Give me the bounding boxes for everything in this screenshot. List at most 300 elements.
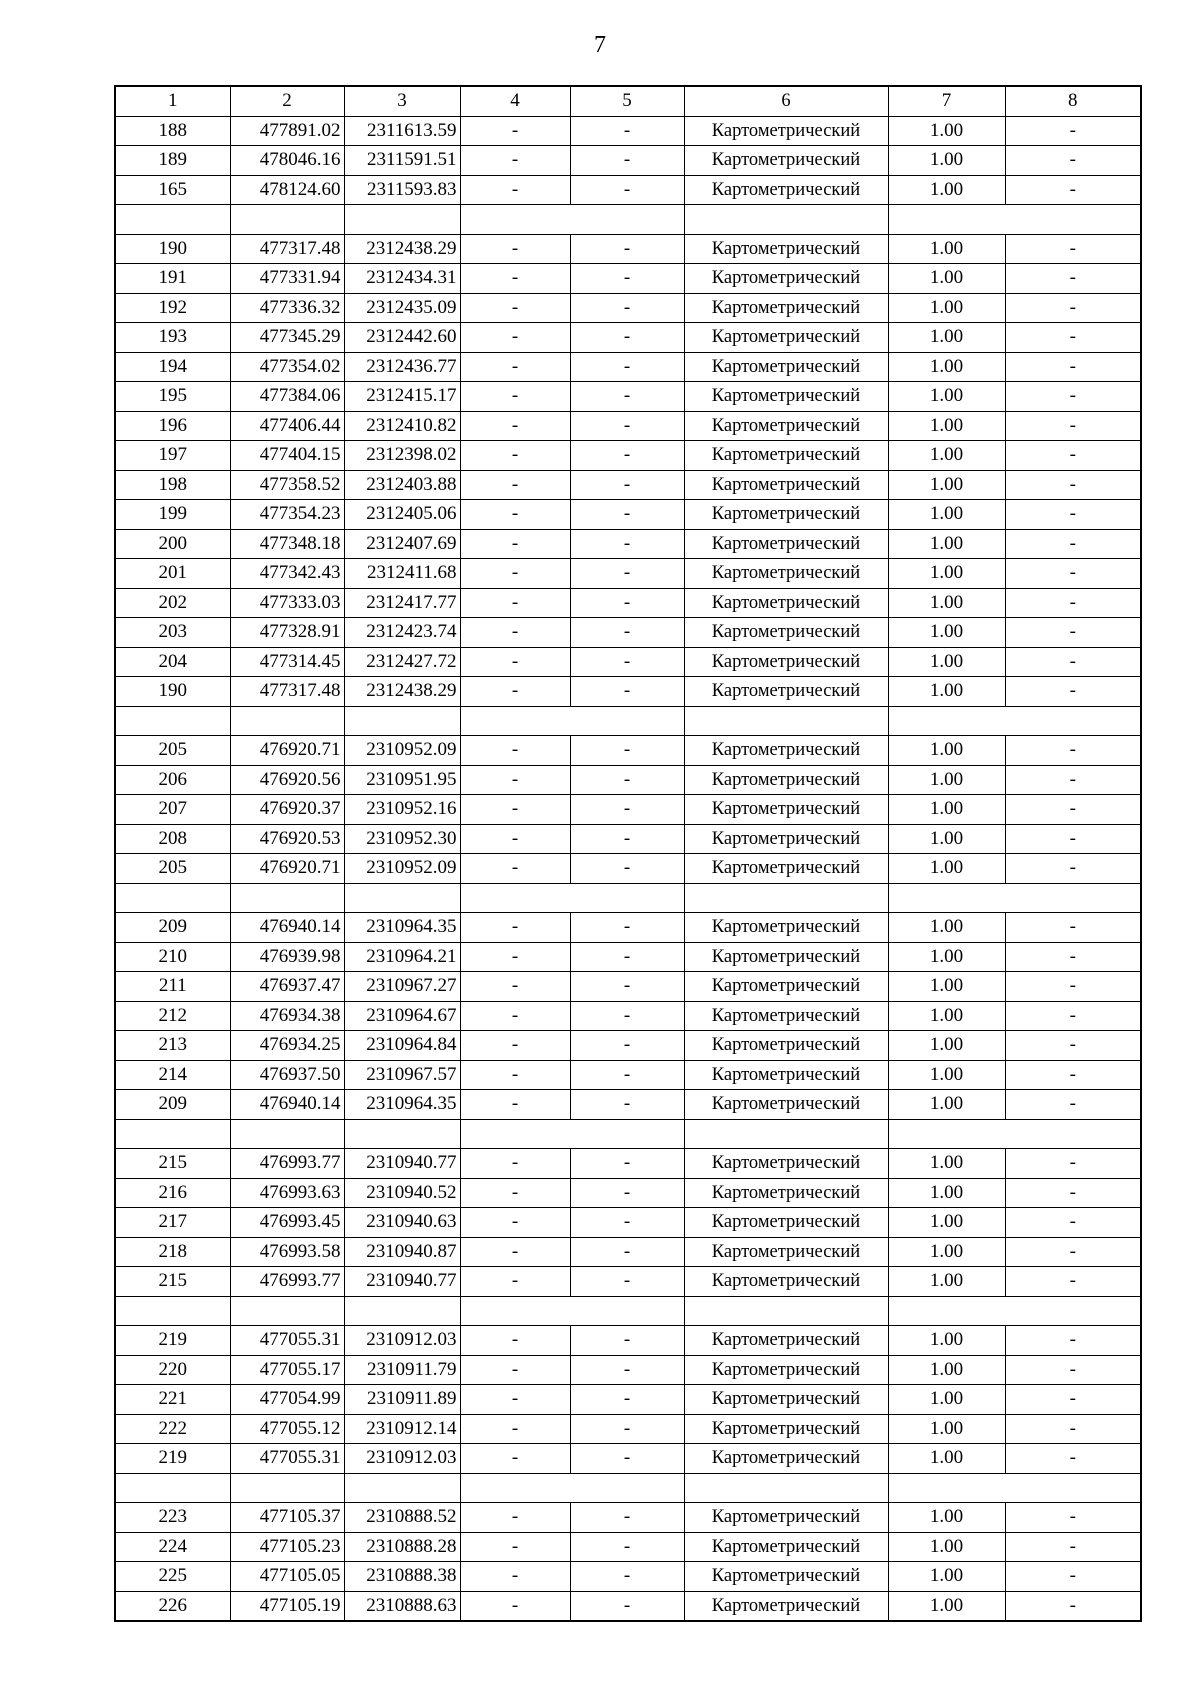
cell-col-8: -: [1005, 677, 1141, 707]
cell-y-coordinate: 2311613.59: [344, 116, 460, 146]
cell-y-coordinate: 2312405.06: [344, 500, 460, 530]
cell-col-5: -: [570, 1326, 684, 1356]
separator-row: [115, 883, 1141, 913]
separator-cell: [115, 883, 230, 913]
cell-point-number: 199: [115, 500, 230, 530]
cell-accuracy: 1.00: [888, 1237, 1005, 1267]
cell-col-8: -: [1005, 1385, 1141, 1415]
cell-x-coordinate: 477404.15: [230, 441, 344, 471]
cell-x-coordinate: 476920.56: [230, 765, 344, 795]
cell-point-number: 195: [115, 382, 230, 412]
cell-y-coordinate: 2310888.63: [344, 1591, 460, 1621]
table-row: [115, 1444, 1141, 1474]
cell-x-coordinate: 476939.98: [230, 942, 344, 972]
page-number: 7: [594, 32, 606, 58]
cell-col-5: -: [570, 234, 684, 264]
cell-col-5: -: [570, 1503, 684, 1533]
table-row: [115, 972, 1141, 1002]
cell-y-coordinate: 2310912.03: [344, 1444, 460, 1474]
cell-col-5: -: [570, 1267, 684, 1297]
separator-cell: [115, 1296, 230, 1326]
cell-method: Картометрический: [684, 559, 888, 589]
table-row: [115, 146, 1141, 176]
cell-point-number: 210: [115, 942, 230, 972]
cell-col-5: -: [570, 441, 684, 471]
cell-col-5: -: [570, 1090, 684, 1120]
cell-point-number: 197: [115, 441, 230, 471]
cell-y-coordinate: 2310964.21: [344, 942, 460, 972]
cell-col-4: -: [460, 854, 570, 884]
cell-col-4: -: [460, 736, 570, 766]
cell-y-coordinate: 2310911.89: [344, 1385, 460, 1415]
cell-point-number: 188: [115, 116, 230, 146]
cell-y-coordinate: 2312438.29: [344, 234, 460, 264]
cell-y-coordinate: 2310888.52: [344, 1503, 460, 1533]
separator-cell: [344, 1296, 460, 1326]
cell-point-number: 208: [115, 824, 230, 854]
cell-y-coordinate: 2310952.16: [344, 795, 460, 825]
table-row: [115, 647, 1141, 677]
cell-col-4: -: [460, 1267, 570, 1297]
cell-point-number: 211: [115, 972, 230, 1002]
separator-cell: [115, 706, 230, 736]
table-row: [115, 411, 1141, 441]
cell-col-5: -: [570, 1031, 684, 1061]
cell-col-4: -: [460, 146, 570, 176]
cell-x-coordinate: 477105.37: [230, 1503, 344, 1533]
cell-method: Картометрический: [684, 1031, 888, 1061]
cell-y-coordinate: 2312427.72: [344, 647, 460, 677]
cell-col-8: -: [1005, 470, 1141, 500]
cell-col-4: -: [460, 1060, 570, 1090]
cell-col-8: -: [1005, 175, 1141, 205]
cell-col-8: -: [1005, 264, 1141, 294]
table-row: [115, 1178, 1141, 1208]
cell-x-coordinate: 477348.18: [230, 529, 344, 559]
cell-method: Картометрический: [684, 529, 888, 559]
cell-col-5: -: [570, 146, 684, 176]
cell-x-coordinate: 477317.48: [230, 234, 344, 264]
cell-accuracy: 1.00: [888, 1562, 1005, 1592]
cell-col-8: -: [1005, 972, 1141, 1002]
table-row: [115, 323, 1141, 353]
table-row: [115, 1562, 1141, 1592]
cell-col-4: -: [460, 677, 570, 707]
cell-point-number: 216: [115, 1178, 230, 1208]
separator-cell: [230, 1119, 344, 1149]
table-body: [115, 86, 1141, 1621]
table-row: [115, 677, 1141, 707]
table-row: [115, 234, 1141, 264]
cell-col-4: -: [460, 618, 570, 648]
table-row: [115, 1149, 1141, 1179]
cell-accuracy: 1.00: [888, 470, 1005, 500]
table-row: [115, 1591, 1141, 1621]
cell-col-5: -: [570, 470, 684, 500]
separator-cell: [460, 1473, 684, 1503]
cell-method: Картометрический: [684, 736, 888, 766]
separator-row: [115, 1473, 1141, 1503]
cell-col-8: -: [1005, 382, 1141, 412]
cell-x-coordinate: 477105.05: [230, 1562, 344, 1592]
cell-method: Картометрический: [684, 175, 888, 205]
cell-point-number: 215: [115, 1149, 230, 1179]
cell-col-4: -: [460, 1001, 570, 1031]
table-row: [115, 588, 1141, 618]
cell-x-coordinate: 477406.44: [230, 411, 344, 441]
cell-accuracy: 1.00: [888, 411, 1005, 441]
cell-method: Картометрический: [684, 352, 888, 382]
separator-cell: [230, 706, 344, 736]
cell-col-8: -: [1005, 116, 1141, 146]
cell-x-coordinate: 476940.14: [230, 913, 344, 943]
cell-col-4: -: [460, 1090, 570, 1120]
cell-x-coordinate: 476993.77: [230, 1267, 344, 1297]
table-row: [115, 470, 1141, 500]
cell-accuracy: 1.00: [888, 1060, 1005, 1090]
cell-accuracy: 1.00: [888, 972, 1005, 1002]
separator-row: [115, 706, 1141, 736]
cell-method: Картометрический: [684, 1267, 888, 1297]
cell-method: Картометрический: [684, 1532, 888, 1562]
cell-col-8: -: [1005, 765, 1141, 795]
table-row: [115, 529, 1141, 559]
separator-cell: [460, 883, 684, 913]
cell-accuracy: 1.00: [888, 1414, 1005, 1444]
separator-cell: [230, 1296, 344, 1326]
cell-point-number: 212: [115, 1001, 230, 1031]
cell-point-number: 200: [115, 529, 230, 559]
cell-col-5: -: [570, 1532, 684, 1562]
cell-method: Картометрический: [684, 1591, 888, 1621]
cell-col-8: -: [1005, 1178, 1141, 1208]
separator-cell: [460, 1296, 684, 1326]
cell-col-8: -: [1005, 1591, 1141, 1621]
cell-point-number: 205: [115, 854, 230, 884]
separator-cell: [888, 883, 1141, 913]
cell-col-4: -: [460, 1031, 570, 1061]
header-cell-5: 5: [570, 86, 684, 116]
cell-point-number: 221: [115, 1385, 230, 1415]
cell-col-4: -: [460, 913, 570, 943]
cell-col-4: -: [460, 588, 570, 618]
cell-point-number: 191: [115, 264, 230, 294]
cell-method: Картометрический: [684, 1149, 888, 1179]
cell-accuracy: 1.00: [888, 175, 1005, 205]
cell-col-8: -: [1005, 1562, 1141, 1592]
cell-col-8: -: [1005, 441, 1141, 471]
cell-method: Картометрический: [684, 1326, 888, 1356]
cell-col-8: -: [1005, 1267, 1141, 1297]
cell-point-number: 190: [115, 677, 230, 707]
cell-y-coordinate: 2310952.09: [344, 736, 460, 766]
cell-accuracy: 1.00: [888, 382, 1005, 412]
table-row: [115, 1090, 1141, 1120]
cell-col-5: -: [570, 795, 684, 825]
cell-col-4: -: [460, 765, 570, 795]
table-row: [115, 1414, 1141, 1444]
cell-col-5: -: [570, 175, 684, 205]
separator-cell: [684, 205, 888, 235]
cell-accuracy: 1.00: [888, 234, 1005, 264]
table-row: [115, 1503, 1141, 1533]
cell-col-8: -: [1005, 146, 1141, 176]
cell-y-coordinate: 2311591.51: [344, 146, 460, 176]
cell-x-coordinate: 476920.71: [230, 854, 344, 884]
table-row: [115, 441, 1141, 471]
cell-method: Картометрический: [684, 500, 888, 530]
cell-point-number: 213: [115, 1031, 230, 1061]
cell-point-number: 204: [115, 647, 230, 677]
cell-method: Картометрический: [684, 146, 888, 176]
separator-cell: [684, 706, 888, 736]
cell-col-8: -: [1005, 588, 1141, 618]
cell-method: Картометрический: [684, 1208, 888, 1238]
cell-col-5: -: [570, 559, 684, 589]
cell-col-4: -: [460, 470, 570, 500]
separator-row: [115, 205, 1141, 235]
header-cell-3: 3: [344, 86, 460, 116]
cell-point-number: 225: [115, 1562, 230, 1592]
cell-y-coordinate: 2312407.69: [344, 529, 460, 559]
cell-method: Картометрический: [684, 470, 888, 500]
table-row: [115, 500, 1141, 530]
cell-method: Картометрический: [684, 854, 888, 884]
cell-col-5: -: [570, 1355, 684, 1385]
cell-col-4: -: [460, 942, 570, 972]
cell-col-8: -: [1005, 1355, 1141, 1385]
cell-y-coordinate: 2312435.09: [344, 293, 460, 323]
cell-col-5: -: [570, 588, 684, 618]
cell-accuracy: 1.00: [888, 913, 1005, 943]
cell-col-8: -: [1005, 1149, 1141, 1179]
separator-cell: [344, 706, 460, 736]
cell-accuracy: 1.00: [888, 441, 1005, 471]
cell-accuracy: 1.00: [888, 500, 1005, 530]
table-row: [115, 618, 1141, 648]
table-row: [115, 854, 1141, 884]
table-row: [115, 1237, 1141, 1267]
cell-point-number: 205: [115, 736, 230, 766]
cell-col-5: -: [570, 352, 684, 382]
table-row: [115, 824, 1141, 854]
cell-method: Картометрический: [684, 795, 888, 825]
cell-method: Картометрический: [684, 323, 888, 353]
cell-y-coordinate: 2310967.27: [344, 972, 460, 1002]
cell-method: Картометрический: [684, 1444, 888, 1474]
cell-x-coordinate: 476993.63: [230, 1178, 344, 1208]
cell-col-5: -: [570, 1591, 684, 1621]
cell-x-coordinate: 476920.71: [230, 736, 344, 766]
cell-y-coordinate: 2312434.31: [344, 264, 460, 294]
separator-cell: [684, 1473, 888, 1503]
cell-col-4: -: [460, 529, 570, 559]
cell-col-5: -: [570, 1149, 684, 1179]
cell-method: Картометрический: [684, 1090, 888, 1120]
table-row: [115, 1267, 1141, 1297]
cell-col-4: -: [460, 293, 570, 323]
cell-y-coordinate: 2310964.67: [344, 1001, 460, 1031]
cell-col-5: -: [570, 1444, 684, 1474]
cell-point-number: 192: [115, 293, 230, 323]
cell-accuracy: 1.00: [888, 352, 1005, 382]
header-cell-2: 2: [230, 86, 344, 116]
cell-x-coordinate: 478124.60: [230, 175, 344, 205]
table-row: [115, 264, 1141, 294]
cell-y-coordinate: 2312438.29: [344, 677, 460, 707]
cell-point-number: 206: [115, 765, 230, 795]
cell-col-5: -: [570, 854, 684, 884]
cell-y-coordinate: 2310888.28: [344, 1532, 460, 1562]
cell-method: Картометрический: [684, 824, 888, 854]
coordinates-table: [114, 85, 1142, 1622]
cell-accuracy: 1.00: [888, 1149, 1005, 1179]
cell-accuracy: 1.00: [888, 765, 1005, 795]
separator-cell: [115, 1473, 230, 1503]
cell-col-8: -: [1005, 352, 1141, 382]
separator-cell: [888, 706, 1141, 736]
cell-method: Картометрический: [684, 942, 888, 972]
cell-method: Картометрический: [684, 1060, 888, 1090]
cell-col-4: -: [460, 352, 570, 382]
cell-col-5: -: [570, 411, 684, 441]
header-cell-1: 1: [115, 86, 230, 116]
cell-accuracy: 1.00: [888, 1267, 1005, 1297]
cell-col-4: -: [460, 1355, 570, 1385]
cell-point-number: 217: [115, 1208, 230, 1238]
table-row: [115, 116, 1141, 146]
cell-x-coordinate: 476920.37: [230, 795, 344, 825]
cell-y-coordinate: 2312410.82: [344, 411, 460, 441]
cell-y-coordinate: 2312417.77: [344, 588, 460, 618]
cell-x-coordinate: 477055.31: [230, 1326, 344, 1356]
cell-accuracy: 1.00: [888, 795, 1005, 825]
table-row: [115, 942, 1141, 972]
cell-x-coordinate: 477354.23: [230, 500, 344, 530]
cell-x-coordinate: 476920.53: [230, 824, 344, 854]
separator-cell: [115, 205, 230, 235]
cell-col-4: -: [460, 1414, 570, 1444]
cell-accuracy: 1.00: [888, 529, 1005, 559]
cell-y-coordinate: 2310964.35: [344, 913, 460, 943]
cell-col-4: -: [460, 411, 570, 441]
cell-y-coordinate: 2312411.68: [344, 559, 460, 589]
cell-accuracy: 1.00: [888, 1208, 1005, 1238]
cell-col-8: -: [1005, 1503, 1141, 1533]
separator-cell: [460, 1119, 684, 1149]
cell-point-number: 218: [115, 1237, 230, 1267]
table-row: [115, 1385, 1141, 1415]
cell-method: Картометрический: [684, 588, 888, 618]
cell-col-5: -: [570, 942, 684, 972]
table-row: [115, 175, 1141, 205]
cell-point-number: 196: [115, 411, 230, 441]
separator-cell: [684, 1296, 888, 1326]
cell-point-number: 165: [115, 175, 230, 205]
cell-method: Картометрический: [684, 1414, 888, 1444]
cell-accuracy: 1.00: [888, 559, 1005, 589]
cell-col-5: -: [570, 529, 684, 559]
cell-col-8: -: [1005, 500, 1141, 530]
table-row: [115, 765, 1141, 795]
cell-col-8: -: [1005, 559, 1141, 589]
cell-col-8: -: [1005, 1414, 1141, 1444]
cell-method: Картометрический: [684, 234, 888, 264]
cell-accuracy: 1.00: [888, 1385, 1005, 1415]
cell-point-number: 209: [115, 1090, 230, 1120]
cell-col-4: -: [460, 647, 570, 677]
cell-accuracy: 1.00: [888, 1001, 1005, 1031]
cell-point-number: 198: [115, 470, 230, 500]
cell-col-4: -: [460, 1532, 570, 1562]
cell-x-coordinate: 477336.32: [230, 293, 344, 323]
cell-y-coordinate: 2310967.57: [344, 1060, 460, 1090]
cell-y-coordinate: 2310951.95: [344, 765, 460, 795]
cell-point-number: 202: [115, 588, 230, 618]
cell-method: Картометрический: [684, 972, 888, 1002]
separator-cell: [888, 1296, 1141, 1326]
cell-accuracy: 1.00: [888, 736, 1005, 766]
cell-point-number: 222: [115, 1414, 230, 1444]
cell-x-coordinate: 476993.45: [230, 1208, 344, 1238]
cell-accuracy: 1.00: [888, 1178, 1005, 1208]
cell-col-8: -: [1005, 1001, 1141, 1031]
separator-row: [115, 1296, 1141, 1326]
cell-x-coordinate: 477105.19: [230, 1591, 344, 1621]
cell-point-number: 194: [115, 352, 230, 382]
separator-cell: [888, 1119, 1141, 1149]
cell-col-5: -: [570, 972, 684, 1002]
separator-cell: [684, 1119, 888, 1149]
cell-col-8: -: [1005, 411, 1141, 441]
cell-point-number: 203: [115, 618, 230, 648]
header-cell-4: 4: [460, 86, 570, 116]
cell-y-coordinate: 2310940.77: [344, 1267, 460, 1297]
cell-col-5: -: [570, 382, 684, 412]
cell-method: Картометрический: [684, 1385, 888, 1415]
cell-x-coordinate: 476934.38: [230, 1001, 344, 1031]
cell-x-coordinate: 477384.06: [230, 382, 344, 412]
cell-x-coordinate: 476934.25: [230, 1031, 344, 1061]
table-row: [115, 352, 1141, 382]
cell-x-coordinate: 477331.94: [230, 264, 344, 294]
cell-col-8: -: [1005, 618, 1141, 648]
cell-col-8: -: [1005, 323, 1141, 353]
cell-col-8: -: [1005, 1444, 1141, 1474]
cell-point-number: 190: [115, 234, 230, 264]
cell-col-8: -: [1005, 1208, 1141, 1238]
separator-cell: [460, 706, 684, 736]
cell-x-coordinate: 477054.99: [230, 1385, 344, 1415]
header-cell-8: 8: [1005, 86, 1141, 116]
cell-point-number: 207: [115, 795, 230, 825]
separator-cell: [115, 1119, 230, 1149]
cell-col-5: -: [570, 264, 684, 294]
cell-accuracy: 1.00: [888, 116, 1005, 146]
cell-method: Картометрический: [684, 618, 888, 648]
cell-y-coordinate: 2312436.77: [344, 352, 460, 382]
cell-point-number: 224: [115, 1532, 230, 1562]
separator-cell: [344, 1473, 460, 1503]
cell-y-coordinate: 2310940.77: [344, 1149, 460, 1179]
cell-x-coordinate: 477055.31: [230, 1444, 344, 1474]
cell-method: Картометрический: [684, 677, 888, 707]
cell-col-4: -: [460, 1385, 570, 1415]
cell-col-8: -: [1005, 1060, 1141, 1090]
table-row: [115, 1001, 1141, 1031]
cell-method: Картометрический: [684, 1503, 888, 1533]
separator-cell: [344, 883, 460, 913]
